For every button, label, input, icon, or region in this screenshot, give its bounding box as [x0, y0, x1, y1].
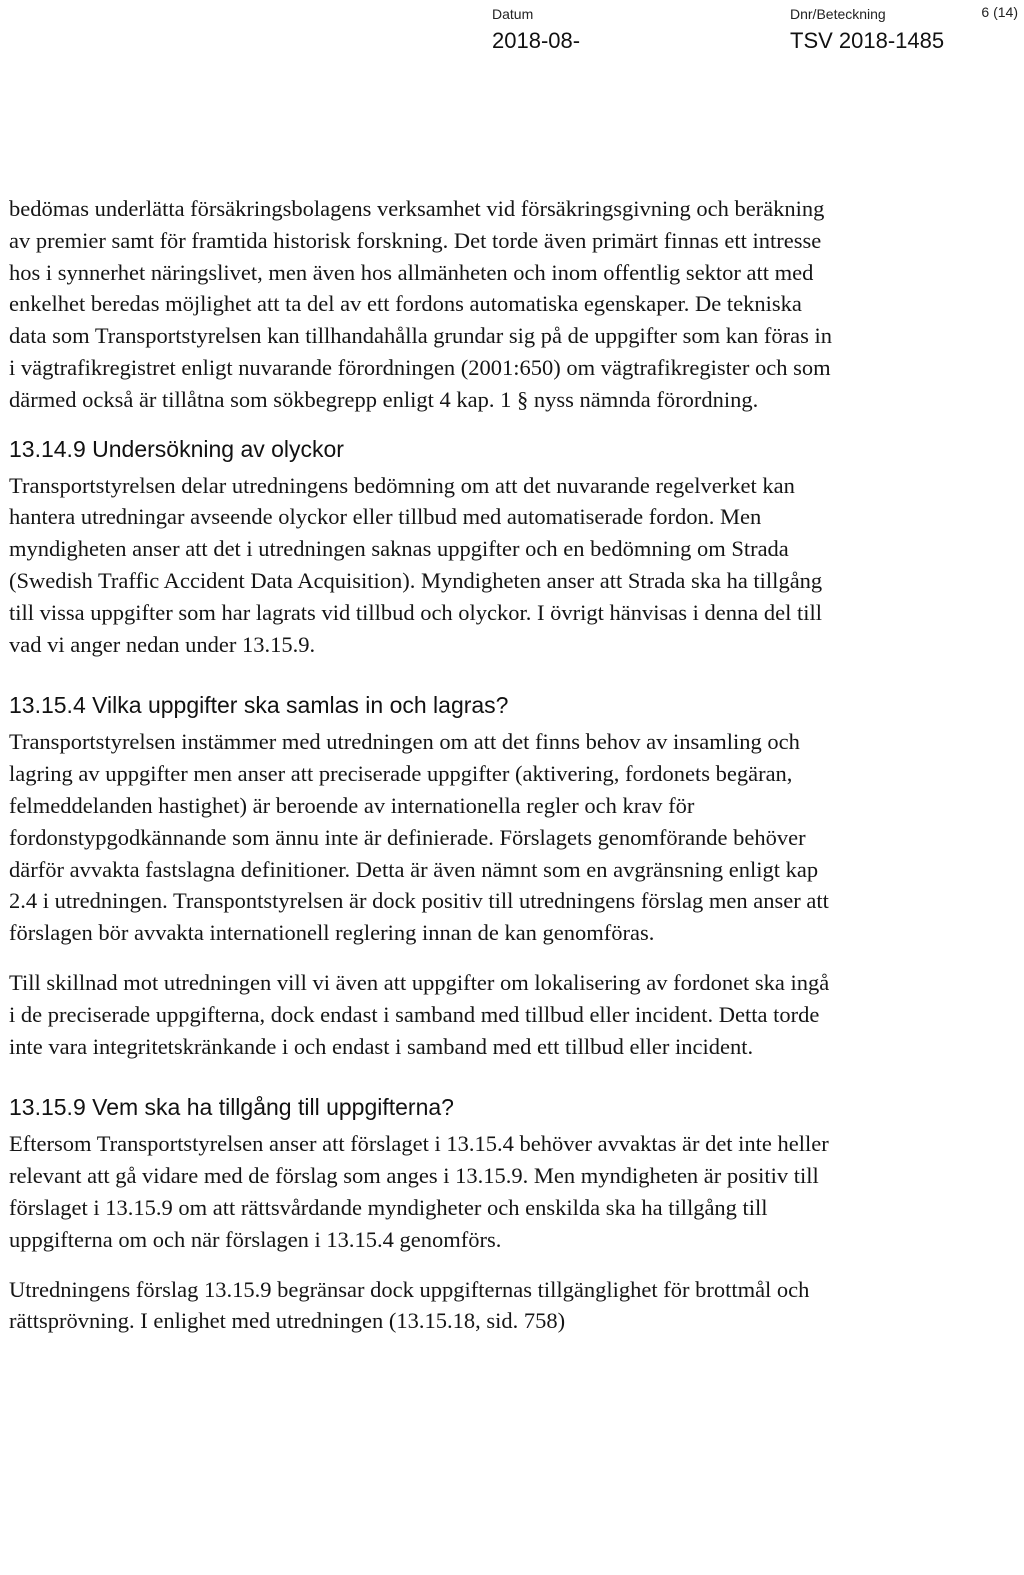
paragraph-3: Transportstyrelsen instämmer med utredningen om att det finns behov av insamling och lagring av uppgifter men anser att preciserade uppgifter (aktivering, fordonets begäran, felmeddelanden hastighet) är beroende av internationella regler och krav för fordonstypgodkännande som ännu inte är definierade. Förslagets genomförande behöver därför avvakta fastslagna definitioner. Detta är även nämnt som en avgränsning enligt kap 2.4 i utredningen. Transpontstyrelsen är dock positiv till utredningens förslag men anser att förslagen bör avvakta internationell reglering innan de kan genomföras.	[9, 729, 829, 946]
document-body	[9, 193, 839, 1355]
date-value: 2018-08-	[492, 28, 581, 53]
heading-13-15-9: 13.15.9 Vem ska ha tillgång till uppgifterna?	[9, 1094, 454, 1121]
page-header	[0, 0, 1024, 60]
page-number: 6 (14)	[981, 4, 1018, 20]
heading-13-14-9: 13.14.9 Undersökning av olyckor	[9, 435, 344, 462]
paragraph-4: Till skillnad mot utredningen vill vi även att uppgifter om lokalisering av fordonet ska ingå i de preciserade uppgifterna, dock endast i samband med tillbud eller incident. Detta torde inte vara integritetskränkande i och endast i samband med ett tillbud eller incident.	[9, 969, 830, 1059]
paragraph-1: bedömas underlätta försäkringsbolagens verksamhet vid försäkringsgivning och beräkning av premier samt för framtida historisk forskning. Det torde även primärt finnas ett intresse hos i synnerhet näringslivet, men även hos allmänheten och inom offentlig sektor att med enkelhet beredas möjlighet att ta del av ett fordons automatiska egenskaper. De tekniska data som Transportstyrelsen kan tillhandahålla grundar sig på de uppgifter som kan föras in i vägtrafikregistret enligt nuvarande förordningen (2001:650) om vägtrafikregister och som därmed också är tillåtna som sökbegrepp enligt 4 kap. 1 § nyss nämnda förordning.	[9, 196, 832, 412]
reference-label: Dnr/Beteckning	[790, 6, 886, 22]
paragraph-2: Transportstyrelsen delar utredningens bedömning om att det nuvarande regelverket kan hantera utredningar avseende olyckor eller tillbud med automatiserade fordon. Men myndigheten anser att det i utredningen saknas uppgifter och en bedömning om Strada (Swedish Traffic Accident Data Acquisition). Myndigheten anser att Strada ska ha tillgång till vissa uppgifter som har lagrats vid tillbud och olyckor. I övrigt hänvisas i denna del till vad vi anger nedan under 13.15.9.	[9, 472, 823, 657]
date-label: Datum	[492, 6, 534, 22]
paragraph-5: Eftersom Transportstyrelsen anser att förslaget i 13.15.4 behöver avvaktas är det inte heller relevant att gå vidare med de förslag som anges i 13.15.9. Men myndigheten är positiv till förslaget i 13.15.9 om att rättsvårdande myndigheter och enskilda ska ha tillgång till uppgifterna om och när förslagen i 13.15.4 genomförs.	[9, 1131, 829, 1252]
reference-number: TSV 2018-1485	[790, 28, 945, 53]
heading-13-15-4: 13.15.4 Vilka uppgifter ska samlas in och lagras?	[9, 692, 509, 719]
paragraph-6: Utredningens förslag 13.15.9 begränsar dock uppgifternas tillgänglighet för brottmål och rättsprövning. I enlighet med utredningen (13.15.18, sid. 758)	[9, 1276, 810, 1334]
